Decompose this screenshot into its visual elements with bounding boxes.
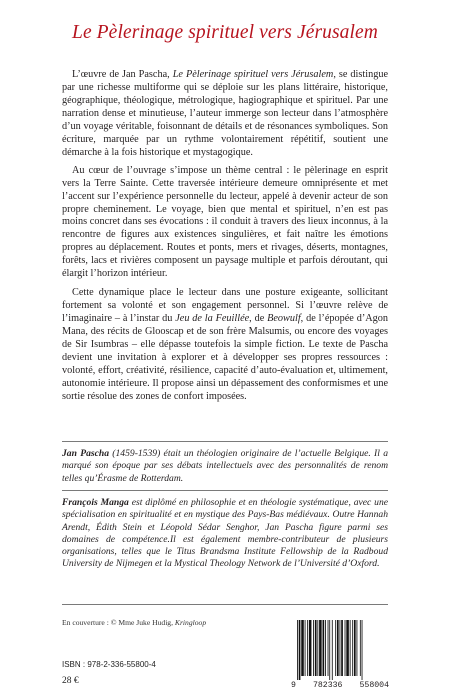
- barcode-bar: [362, 620, 363, 680]
- barcode-bar: [329, 620, 330, 680]
- barcode-digits: [291, 681, 389, 690]
- barcode-bar: [354, 620, 356, 676]
- author-name: François Manga: [62, 497, 129, 508]
- text-span: L’œuvre de Jan Pascha,: [72, 69, 173, 80]
- barcode: [291, 618, 389, 690]
- barcode-bar: [309, 620, 312, 676]
- text-span: , de: [249, 313, 268, 325]
- barcode-bar: [346, 620, 349, 676]
- divider: [62, 490, 388, 491]
- author-bio-text: (1459-1539) était un théologien originaire de l’actuelle Belgique. Il a marqué son époque par ses débats intellectuels avec des personnalités de renom telles qu’Érasme de Rotterdam.: [62, 448, 389, 484]
- work-title-italic: Jeu de la Feuillée: [175, 313, 250, 325]
- barcode-bars-icon: [291, 618, 389, 680]
- barcode-bar: [305, 620, 306, 676]
- barcode-bar: [307, 620, 308, 676]
- barcode-bar: [341, 620, 343, 676]
- barcode-bar: [332, 620, 333, 680]
- barcode-bar: [360, 620, 361, 676]
- author-bio-pascha: [62, 448, 388, 485]
- barcode-bar: [345, 620, 346, 676]
- credit-text: En couverture : © Mme Juke Hudig,: [62, 618, 175, 627]
- barcode-bar: [313, 620, 314, 676]
- barcode-bar: [352, 620, 353, 676]
- artwork-title: Kringloop: [174, 618, 207, 627]
- barcode-digit-group: 558004: [359, 681, 389, 690]
- summary-paragraph-1: [62, 69, 388, 160]
- barcode-bar: [335, 620, 336, 676]
- cover-credit: [62, 618, 292, 627]
- barcode-digit-group: 782336: [312, 681, 343, 690]
- text-span: Cette dynamique place le lecteur dans une posture exigeante, sollicitant fortement sa volonté et son engagement personnel. Si l’œuvre relève de l’imaginaire – à l’instar du: [62, 287, 388, 325]
- isbn: ISBN : 978-2-336-55800-4: [62, 660, 156, 669]
- summary-paragraph-3: [62, 287, 388, 404]
- work-title-italic: Beowulf: [267, 313, 301, 325]
- barcode-bar: [337, 620, 339, 676]
- divider: [62, 604, 388, 605]
- barcode-bar: [297, 620, 298, 680]
- barcode-bar: [325, 620, 326, 676]
- barcode-bar: [317, 620, 318, 676]
- text-span: , se distingue par une richesse multiforme qui se déploie sur les plans littéraire, historique, géographique, théologique, métrologique, hagiographique et spirituel. Par une narration dense et minutieuse, l’auteur immerge son lecteur dans l’atmosphère d’un voyage véritable, foisonnant de détails et de résonances symboliques. Son écriture, marquée par un rythme volontairement répétitif, soutient une démarche à la fois historique et mystagogique.: [62, 69, 388, 158]
- summary-paragraph-2: Au cœur de l’ouvrage s’impose un thème central : le pèlerinage en esprit vers la Terre Sainte. Cette traversée intérieure demeure omniprésente et met l’accent sur l’expérience personnelle du lecteur, appelé à devenir acteur de son propre cheminement. Le voyage, bien que mental et spirituel, n’en est pas moins concret dans ses évocations : il conduit à travers des lieux inconnus, à la rencontre de figures aux existences singulières, et fait naître les émotions propres au déplacement. Routes et ponts, mers et rivages, déserts, montagnes, forêts, lacs et rivières composent un paysage multiple et parfois déroutant, qui élargit l’horizon intérieur.: [62, 164, 388, 280]
- barcode-bar: [301, 620, 304, 676]
- barcode-digit-group: 9: [291, 681, 296, 690]
- barcode-bar: [357, 620, 358, 676]
- divider: [62, 441, 388, 442]
- barcode-bar: [350, 620, 351, 676]
- barcode-bar: [328, 620, 329, 676]
- author-bio-text: est diplômé en philosophie et en théologie systématique, avec une spécialisation en spiritualité et en mystique des Pays-Bas médiévaux. Outre Hannah Arendt, Édith Stein et Léopold Sédar Senghor, Jan Pascha figure parmi ses domaines de compétence.Il est également membre-contributeur de plusieurs organisations, telles que le Titus Brandsma Institute Fellowship de la Radboud University de Nijmegen et la Mystical Theology Network de l’Université d’Oxford.: [62, 497, 389, 570]
- barcode-bar: [315, 620, 317, 676]
- author-name: Jan Pascha: [62, 448, 110, 459]
- back-cover-summary: [62, 69, 388, 410]
- price: 28 €: [62, 676, 79, 686]
- author-bio-manga: [62, 497, 388, 571]
- book-title: Le Pèlerinage spirituel vers Jérusalem: [72, 22, 378, 43]
- barcode-bar: [323, 620, 325, 676]
- barcode-bar: [319, 620, 322, 676]
- barcode-bar: [299, 620, 301, 680]
- barcode-bar: [340, 620, 341, 676]
- book-title-italic: Le Pèlerinage spirituel vers Jérusalem: [172, 69, 334, 80]
- text-span: , de l’épopée d’Agon Mana, des récits de Glooscap et de son frère Malsumis, ou encore des voyages de Sir Isumbras – elle dépasse toutefois la simple fiction. Le texte de Pascha devient une invitation à explorer et à développer ses propres ressources : volonté, effort, créativité, résilience, capacité d’auto-évaluation et, ultimement, autonomie intérieure. Il propose ainsi un dépassement des conformismes et une sortie résolue des zones de confort imposées.: [62, 313, 389, 402]
